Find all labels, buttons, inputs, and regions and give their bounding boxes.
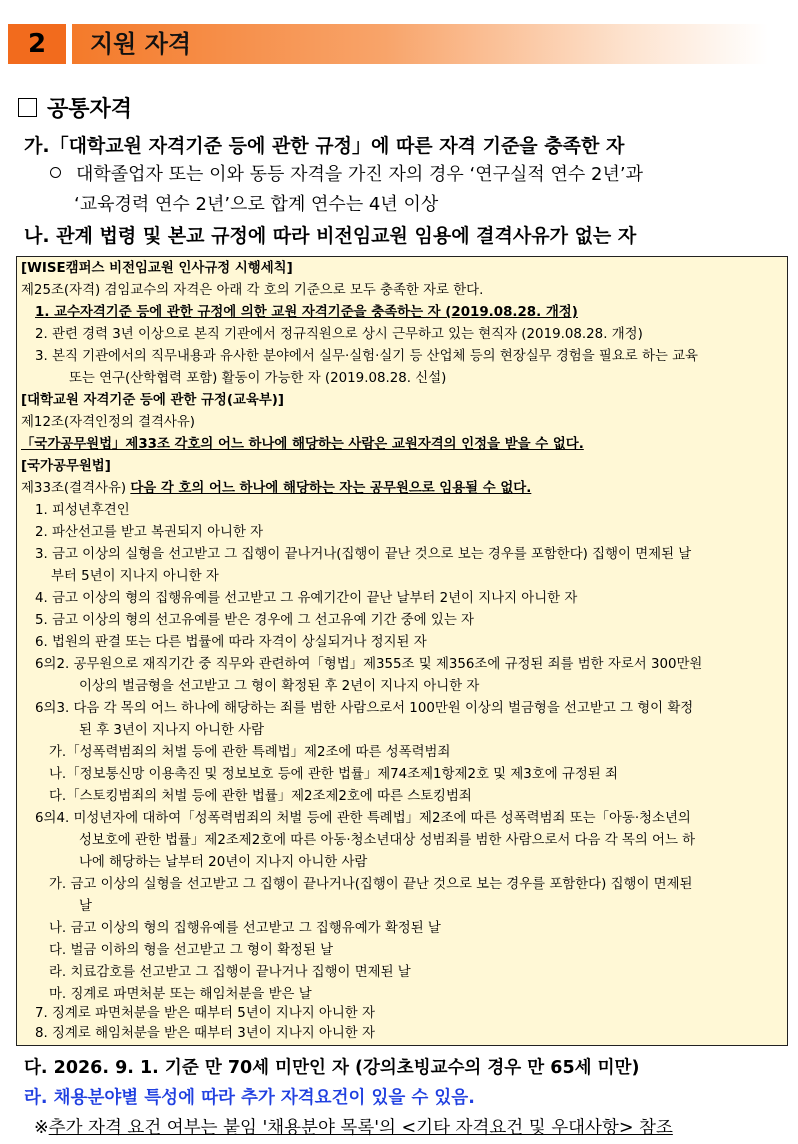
circle-bullet-icon	[50, 167, 61, 178]
art33-item-6-3-na: 나.「정보통신망 이용촉진 및 정보보호 등에 관한 법률」제74조제1항제2호 및 제3호에 규정된 죄	[49, 767, 618, 782]
art33-item-6: 6. 법원의 판결 또는 다른 법률에 따라 자격이 상실되거나 정지된 자	[35, 635, 427, 650]
art33-item-6-3-line2: 된 후 3년이 지나지 아니한 사람	[79, 723, 265, 738]
art33-item-6-4-line2: 성보호에 관한 법률」제2조제2호에 따른 아동·청소년대상 성범죄를 범한 사람으로서 다음 각 목의 어느 하	[79, 833, 696, 848]
art33-item-4: 4. 금고 이상의 형의 집행유예를 선고받고 그 유예기간이 끝난 날부터 2년이 지나지 아니한 자	[35, 591, 578, 606]
item-ga: 가.「대학교원 자격기준 등에 관한 규정」에 따른 자격 기준을 충족한 자	[24, 135, 625, 157]
art25-item-3-line2: 또는 연구(산학협력 포함) 활동이 가능한 자 (2019.08.28. 신설)	[69, 371, 447, 386]
art33-item-3-line1: 3. 금고 이상의 실형을 선고받고 그 집행이 끝나거나(집행이 끝난 것으로 보는 경우를 포함한다) 집행이 면제된 날	[35, 547, 692, 562]
item-na: 나. 관계 법령 및 본교 규정에 따라 비전임교원 임용에 결격사유가 없는 자	[24, 225, 637, 247]
art25-item-1: 1. 교수자격기준 등에 관한 규정에 의한 교원 자격기준을 충족하는 자 (2019.08.28. 개정)	[35, 305, 578, 320]
art33-item-8: 8. 징계로 해임처분을 받은 때부터 3년이 지나지 아니한 자	[35, 1026, 375, 1041]
item-ga-sub-line2: ‘교육경력 연수 2년’으로 합계 연수는 4년 이상	[74, 194, 439, 215]
item-ga-sub-line1: 대학졸업자 또는 이와 동등 자격을 가진 자의 경우 ‘연구실적 연수 2년’과	[76, 164, 643, 185]
subsection-heading	[18, 92, 132, 123]
art33-item-6-4-ma: 마. 징계로 파면처분 또는 해임처분을 받은 날	[49, 987, 312, 1002]
reference-mark: ※	[34, 1118, 49, 1138]
art33-item-6-4-na: 나. 금고 이상의 형의 집행유예를 선고받고 그 집행유예가 확정된 날	[49, 921, 441, 936]
art25-item-3-line1: 3. 본직 기관에서의 직무내용과 유사한 분야에서 실무·실험·실기 등 산업체 등의 현장실무 경험을 필요로 하는 교육	[35, 349, 698, 364]
item-da: 다. 2026. 9. 1. 기준 만 70세 미만인 자 (강의초빙교수의 경우 만 65세 미만)	[24, 1058, 640, 1078]
art33-item-1: 1. 피성년후견인	[35, 503, 130, 518]
panel-heading-civil-service-act: [국가공무원법]	[21, 459, 111, 474]
checkbox-square-icon	[18, 98, 37, 117]
art33-item-6-4-ra: 라. 치료감호를 선고받고 그 집행이 끝나거나 집행이 면제된 날	[49, 965, 411, 980]
article-33-label: 제33조(결격사유)	[21, 481, 131, 496]
reference-note	[34, 1114, 673, 1139]
art25-item-2: 2. 관련 경력 3년 이상으로 본직 기관에서 정규직원으로 상시 근무하고 있는 현직자 (2019.08.28. 개정)	[35, 327, 643, 342]
panel-heading-moe: [대학교원 자격기준 등에 관한 규정(교육부)]	[21, 393, 285, 408]
art33-item-6-4-ga-line1: 가. 금고 이상의 실형을 선고받고 그 집행이 끝나거나(집행이 끝난 것으로 보는 경우를 포함한다) 집행이 면제된	[49, 877, 693, 892]
article-12-text: 「국가공무원법」제33조 각호의 어느 하나에 해당하는 사람은 교원자격의 인정을 받을 수 없다.	[21, 437, 584, 452]
art33-item-3-line2: 부터 5년이 지나지 아니한 자	[51, 569, 219, 584]
article-33-text: 다음 각 호의 어느 하나에 해당하는 자는 공무원으로 임용될 수 없다.	[130, 481, 532, 496]
section-title: 지원 자격	[90, 30, 192, 58]
art33-item-6-4-line1: 6의4. 미성년자에 대하여「성폭력범죄의 처벌 등에 관한 특례법」제2조에 따른 성폭력범죄 또는「아동·청소년의	[35, 811, 691, 826]
panel-heading-wise: [WISE캠퍼스 비전임교원 인사규정 시행세칙]	[21, 261, 293, 276]
art33-item-2: 2. 파산선고를 받고 복권되지 아니한 자	[35, 525, 264, 540]
art33-item-6-4-da: 다. 벌금 이하의 형을 선고받고 그 형이 확정된 날	[49, 943, 334, 958]
art33-item-6-3-da: 다.「스토킹범죄의 처벌 등에 관한 법률」제2조제2호에 따른 스토킹범죄	[49, 789, 472, 804]
article-25: 제25조(자격) 겸임교수의 자격은 아래 각 호의 기준으로 모두 충족한 자로 한다.	[21, 283, 484, 298]
art33-item-6-3-line1: 6의3. 다음 각 목의 어느 하나에 해당하는 죄를 범한 사람으로서 100만원 이상의 벌금형을 선고받고 그 형이 확정	[35, 701, 694, 716]
article-12: 제12조(자격인정의 결격사유)	[21, 415, 196, 430]
art33-item-7: 7. 징계로 파면처분을 받은 때부터 5년이 지나지 아니한 자	[35, 1006, 375, 1021]
article-33	[21, 481, 531, 497]
subsection-title: 공통자격	[47, 97, 133, 122]
art33-item-6-4-ga-line2: 날	[79, 899, 92, 914]
art33-item-6-2-line2: 이상의 벌금형을 선고받고 그 형이 확정된 후 2년이 지나지 아니한 자	[79, 679, 480, 694]
reference-note-text: 추가 자격 요건 여부는 붙임 '채용분야 목록'의 <기타 자격요건 및 우대사항> 참조	[48, 1118, 673, 1138]
art33-item-5: 5. 금고 이상의 형의 선고유예를 받은 경우에 그 선고유예 기간 중에 있는 자	[35, 613, 474, 628]
item-ra: 라. 채용분야별 특성에 따라 추가 자격요건이 있을 수 있음.	[24, 1088, 475, 1108]
regulation-panel	[16, 256, 788, 1046]
art33-item-6-4-line3: 나에 해당하는 날부터 20년이 지나지 아니한 사람	[79, 855, 368, 870]
art33-item-6-3-ga: 가.「성폭력범죄의 처벌 등에 관한 특례법」제2조에 따른 성폭력범죄	[49, 745, 451, 760]
section-header	[8, 24, 768, 64]
section-number: 2	[8, 24, 66, 64]
art33-item-6-2-line1: 6의2. 공무원으로 재직기간 중 직무와 관련하여「형법」제355조 및 제356조에 규정된 죄를 범한 자로서 300만원	[35, 657, 703, 672]
